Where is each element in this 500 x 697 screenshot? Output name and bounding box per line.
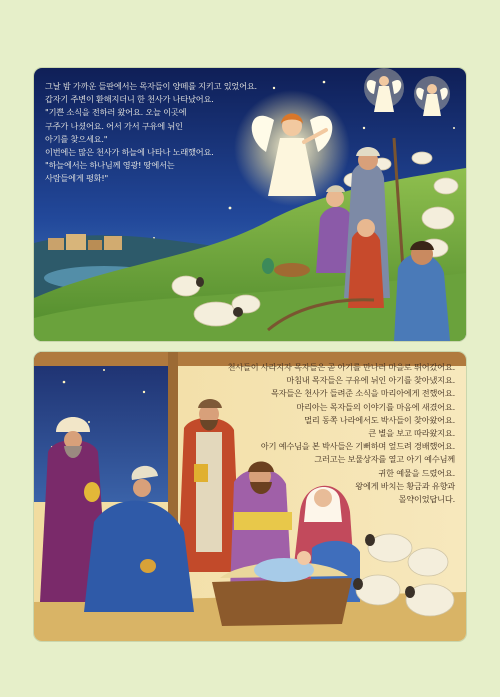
story-line: 마침내 목자들은 구유에 뉘인 아기를 찾아냈지요. [286, 375, 455, 386]
story-line: 갑자기 주변이 환해지더니 한 천사가 나타났어요. [45, 94, 214, 105]
story-line: 큰 별을 보고 따라왔지요. [368, 428, 455, 439]
story-text-bottom [228, 361, 455, 506]
story-line: 왕에게 바치는 황금과 유향과 [355, 480, 455, 491]
story-line: 귀한 예물을 드렸어요. [378, 467, 455, 478]
story-line: 사람들에게 평화!" [45, 173, 109, 184]
story-line: 그러고는 보물상자를 열고 아기 예수님께 [314, 454, 455, 465]
story-line: 구주가 나셨어요. 어서 가서 구유에 뉘인 [45, 120, 183, 131]
basket [274, 263, 310, 277]
illustration-panel-shepherds [34, 68, 466, 341]
story-line: 천사들이 사라지자 목자들은 곧 아기를 만나러 마을로 뛰어갔어요. [227, 362, 455, 372]
story-line: "하늘에서는 하나님께 영광! 땅에서는 [45, 160, 175, 171]
story-line: 아기 예수님을 본 박사들은 기뻐하며 엎드려 경배했어요. [260, 441, 455, 452]
story-line: 목자들은 천사가 들려준 소식을 마리아에게 전했어요. [270, 388, 455, 399]
illustration-panel-nativity [34, 352, 466, 641]
story-line: 이번에는 많은 천사가 하늘에 나타나 노래했어요. [45, 147, 214, 158]
story-line: 멀리 동쪽 나라에서도 박사들이 찾아왔어요. [304, 414, 455, 425]
jug [262, 258, 274, 274]
story-line: 마리아는 목자들의 이야기를 마음에 새겼어요. [296, 401, 455, 412]
story-line: 아기를 찾으세요." [45, 133, 108, 144]
story-line: "기쁜 소식을 전하러 왔어요. 오늘 이곳에 [45, 107, 187, 118]
story-line: 그날 밤 가까운 들판에서는 목자들이 양떼를 지키고 있었어요. [45, 81, 257, 91]
story-line: 몰약이었답니다. [398, 494, 455, 505]
story-text-top [45, 80, 257, 186]
